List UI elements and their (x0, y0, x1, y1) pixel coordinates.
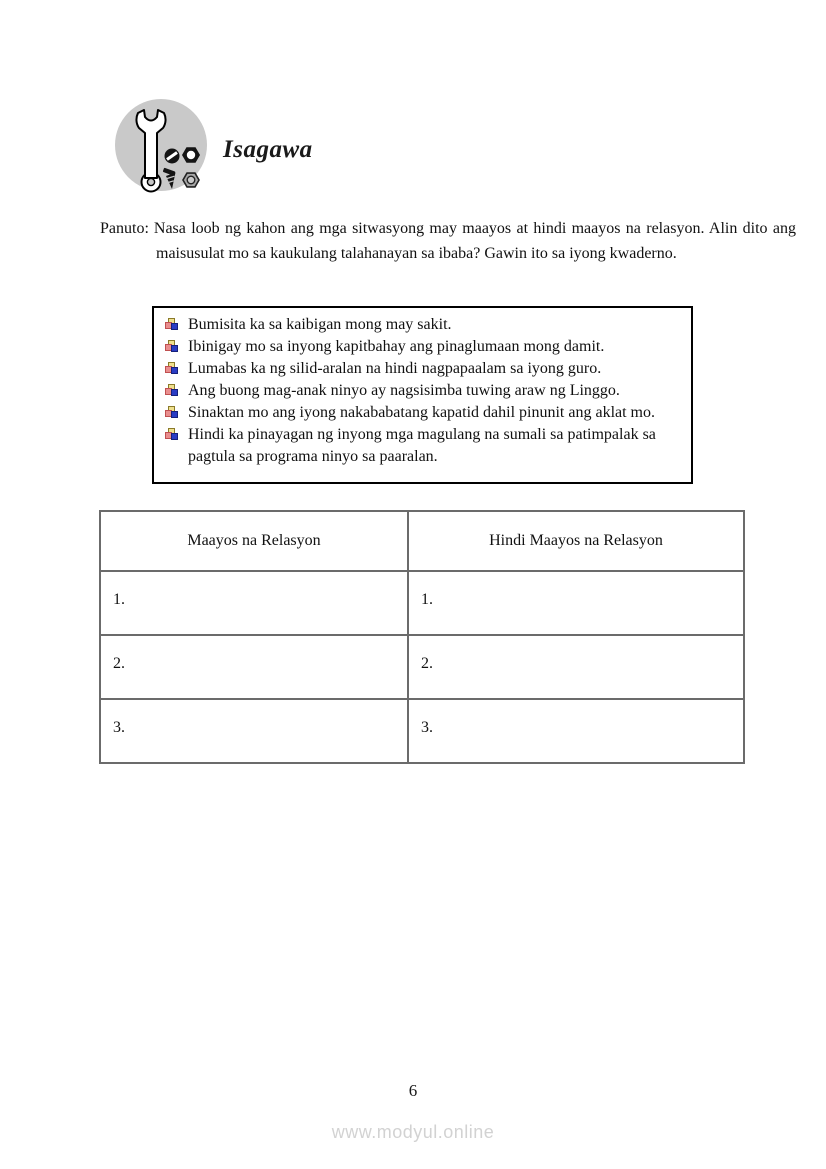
page-number: 6 (408, 1081, 418, 1100)
situation-text: Sinaktan mo ang iyong nakababatang kapatid dahil pinunit ang aklat mo. (188, 404, 655, 421)
section-title: Isagawa (223, 136, 313, 163)
situation-text: Ibinigay mo sa inyong kapitbahay ang pinaglumaan mong damit. (188, 338, 605, 355)
watermark: www.modyul.online (331, 1122, 495, 1142)
answer-cell-hindi-2: 2. (408, 635, 744, 699)
color-squares-bullet-icon (165, 406, 178, 419)
answer-cell-hindi-1: 1. (408, 571, 744, 635)
column-header-maayos: Maayos na Relasyon (100, 511, 408, 571)
instruction-paragraph (100, 216, 796, 266)
situations-list (165, 314, 685, 468)
situation-item (165, 424, 685, 468)
answer-cell-maayos-2: 2. (100, 635, 408, 699)
instruction-label: Panuto: (100, 220, 149, 237)
tools-icon (114, 98, 209, 193)
situation-text: Bumisita ka sa kaibigan mong may sakit. (188, 316, 452, 333)
situation-text: Lumabas ka ng silid-aralan na hindi nagpapaalam sa iyong guro. (188, 360, 602, 377)
situation-text: Hindi ka pinayagan ng inyong mga magulang na sumali sa patimpalak sa pagtula sa programa ninyo sa paaralan. (188, 426, 656, 465)
relasyon-table (99, 510, 745, 764)
section-icon-badge (114, 98, 209, 193)
table-row (100, 635, 744, 699)
situation-item (165, 358, 685, 380)
color-squares-bullet-icon (165, 340, 178, 353)
column-header-hindi-maayos: Hindi Maayos na Relasyon (408, 511, 744, 571)
table-header-row (100, 511, 744, 571)
situation-item (165, 380, 685, 402)
answer-cell-maayos-1: 1. (100, 571, 408, 635)
situation-item (165, 402, 685, 424)
situations-box (152, 306, 693, 484)
situation-item (165, 336, 685, 358)
color-squares-bullet-icon (165, 362, 178, 375)
answer-cell-hindi-3: 3. (408, 699, 744, 763)
color-squares-bullet-icon (165, 318, 178, 331)
situation-text: Ang buong mag-anak ninyo ay nagsisimba tuwing araw ng Linggo. (188, 382, 620, 399)
color-squares-bullet-icon (165, 384, 178, 397)
situation-item (165, 314, 685, 336)
instruction-text: Nasa loob ng kahon ang mga sitwasyong may maayos at hindi maayos na relasyon. Alin dito ang maisusulat mo sa kaukulang talahanayan sa ibaba? Gawin ito sa iyong kwaderno. (153, 220, 796, 262)
color-squares-bullet-icon (165, 428, 178, 441)
table-row (100, 571, 744, 635)
table-row (100, 699, 744, 763)
answer-cell-maayos-3: 3. (100, 699, 408, 763)
